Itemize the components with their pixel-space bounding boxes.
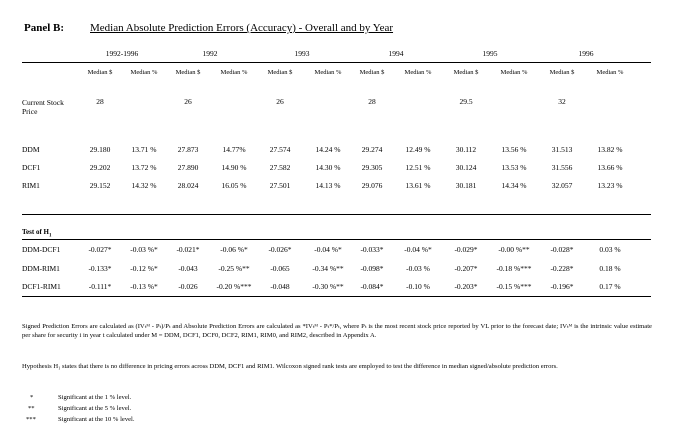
table-cell: 0.03 % — [599, 245, 621, 254]
table-cell: -0.34 %** — [312, 264, 344, 273]
table-cell: 14.32 % — [131, 181, 157, 190]
table-cell: -0.13 %* — [130, 282, 158, 291]
table-cell: 14.13 % — [315, 181, 341, 190]
table-bottom-rule — [22, 296, 651, 297]
col-header-median-dollar: Median $ — [549, 69, 575, 76]
table-cell: -0.111* — [88, 282, 112, 291]
table-cell: 14.24 % — [315, 145, 341, 154]
table-cell: 13.56 % — [501, 145, 527, 154]
col-header-median-pct: Median % — [220, 69, 248, 76]
table-cell: -0.098* — [360, 264, 384, 273]
table-cell: -0.207* — [454, 264, 478, 273]
row-label: RIM1 — [22, 181, 40, 190]
col-header-median-dollar: Median $ — [267, 69, 293, 76]
col-header-median-pct: Median % — [314, 69, 342, 76]
year-header: 1992 — [202, 49, 218, 58]
table-cell: -0.203* — [454, 282, 478, 291]
table-cell: 0.17 % — [599, 282, 621, 291]
col-header-median-pct: Median % — [596, 69, 624, 76]
table-cell: 29.274 — [361, 145, 383, 154]
table-cell: 30.112 — [455, 145, 477, 154]
col-header-median-dollar: Median $ — [175, 69, 201, 76]
table-cell: -0.03 %* — [130, 245, 158, 254]
col-header-median-dollar: Median $ — [87, 69, 113, 76]
row-label-price: Current Stock Price — [22, 98, 64, 116]
table-cell: -0.196* — [550, 282, 574, 291]
table-cell: 31.513 — [551, 145, 573, 154]
price-cell: 26 — [276, 97, 284, 106]
table-cell: -0.30 %** — [312, 282, 344, 291]
table-cell: -0.00 %** — [498, 245, 530, 254]
row-label: DCF1 — [22, 163, 41, 172]
table-cell: -0.228* — [550, 264, 574, 273]
footnote-symbol: * — [30, 394, 34, 401]
year-header: 1996 — [578, 49, 594, 58]
table-cell: 14.34 % — [501, 181, 527, 190]
col-header-median-dollar: Median $ — [453, 69, 479, 76]
footnote-text: Significant at the 10 % level. — [58, 416, 135, 423]
table-cell: -0.065 — [270, 264, 290, 273]
price-cell: 28 — [368, 97, 376, 106]
table-cell: -0.04 %* — [314, 245, 342, 254]
panel-title: Median Absolute Prediction Errors (Accuracy) - Overall and by Year — [90, 22, 394, 34]
table-cell: -0.25 %** — [218, 264, 250, 273]
table-cell: 27.574 — [269, 145, 291, 154]
table-cell: 28.024 — [177, 181, 199, 190]
table-cell: -0.048 — [270, 282, 290, 291]
table-cell: 31.556 — [551, 163, 573, 172]
footnote-text: Significant at the 5 % level. — [58, 405, 132, 412]
table-cell: 27.501 — [269, 181, 291, 190]
table-cell: -0.04 %* — [404, 245, 432, 254]
table-cell: -0.06 %* — [220, 245, 248, 254]
footnote-text: Significant at the 1 % level. — [58, 394, 132, 401]
table-cell: -0.026 — [178, 282, 198, 291]
table-cell: -0.043 — [178, 264, 198, 273]
year-header: 1993 — [294, 49, 310, 58]
price-cell: 29.5 — [459, 97, 473, 106]
table-cell: -0.033* — [360, 245, 384, 254]
note-hypothesis: Hypothesis H₁ states that there is no difference in pricing errors across DDM, DCF1 and RIM1. Wilcoxon signed rank tests are employed to test the difference in median signed/absolute prediction errors. — [22, 363, 558, 370]
table-cell: -0.026* — [268, 245, 292, 254]
table-cell: 13.23 % — [597, 181, 623, 190]
footnote-symbol: ** — [28, 405, 35, 412]
row-label: DDM-DCF1 — [22, 245, 61, 254]
table-cell: -0.027* — [88, 245, 112, 254]
table-cell: 12.51 % — [405, 163, 431, 172]
table-cell: -0.133* — [88, 264, 112, 273]
table-cell: -0.021* — [176, 245, 200, 254]
table-cell: 14.77% — [222, 145, 246, 154]
price-cell: 32 — [558, 97, 566, 106]
year-header: 1992-1996 — [105, 49, 139, 58]
table-cell: 29.305 — [361, 163, 383, 172]
table-cell: 0.18 % — [599, 264, 621, 273]
panel-label: Panel B: — [24, 22, 65, 34]
table-cell: 13.53 % — [501, 163, 527, 172]
table-cell: 30.124 — [455, 163, 477, 172]
table-cell: -0.029* — [454, 245, 478, 254]
col-header-median-pct: Median % — [500, 69, 528, 76]
row-label: DCF1-RIM1 — [22, 282, 61, 291]
table-cell: 29.076 — [361, 181, 383, 190]
test-rule — [22, 239, 651, 240]
table-cell: 27.582 — [269, 163, 291, 172]
footnote-symbol: *** — [26, 416, 36, 423]
header-rule — [22, 62, 651, 63]
table-cell: -0.20 %*** — [216, 282, 252, 291]
table-cell: 27.873 — [177, 145, 199, 154]
row-label: DDM-RIM1 — [22, 264, 60, 273]
table-cell: 27.890 — [177, 163, 199, 172]
col-header-median-dollar: Median $ — [359, 69, 385, 76]
table-cell: 13.66 % — [597, 163, 623, 172]
test-heading: Test of $H_1$ — [22, 228, 52, 239]
table-cell: -0.028* — [550, 245, 574, 254]
col-header-median-pct: Median % — [404, 69, 432, 76]
note-prediction-errors: Signed Prediction Errors are calculated as (IVₜᴹ - Pₜ)/Pₜ and Absolute Prediction Errors are calculated as *IVₜᴹ - Pₜ*/Pₜ, where Pₜ is the most recent stock price reported by VL prior to the forecast date; IVₜᴹ is the intrinsic value estimate per share for security i in year t calculated under M = DDM, DCF1, DCF0, DCF2, RIM1, RIM0, and RIM2, described in Appendix A. — [22, 323, 652, 339]
year-header: 1995 — [482, 49, 498, 58]
table-cell: 12.49 % — [405, 145, 431, 154]
table-cell: 16.05 % — [221, 181, 247, 190]
table-cell: 30.181 — [455, 181, 477, 190]
table-cell: 13.71 % — [131, 145, 157, 154]
table-cell: 13.61 % — [405, 181, 431, 190]
table-cell: 14.30 % — [315, 163, 341, 172]
table-cell: -0.084* — [360, 282, 384, 291]
table-cell: -0.03 % — [406, 264, 430, 273]
table-cell: -0.12 %* — [130, 264, 158, 273]
table-cell: -0.15 %*** — [496, 282, 532, 291]
price-cell: 28 — [96, 97, 104, 106]
price-cell: 26 — [184, 97, 192, 106]
table-cell: 29.180 — [89, 145, 111, 154]
table-cell: -0.18 %*** — [496, 264, 532, 273]
year-header: 1994 — [388, 49, 404, 58]
table-cell: 13.82 % — [597, 145, 623, 154]
table-cell: -0.10 % — [406, 282, 430, 291]
table-cell: 32.057 — [551, 181, 573, 190]
col-header-median-pct: Median % — [130, 69, 158, 76]
row-label: DDM — [22, 145, 40, 154]
table-cell: 13.72 % — [131, 163, 157, 172]
table-cell: 29.202 — [89, 163, 111, 172]
section-rule — [22, 214, 651, 215]
table-cell: 29.152 — [89, 181, 111, 190]
table-cell: 14.90 % — [221, 163, 247, 172]
